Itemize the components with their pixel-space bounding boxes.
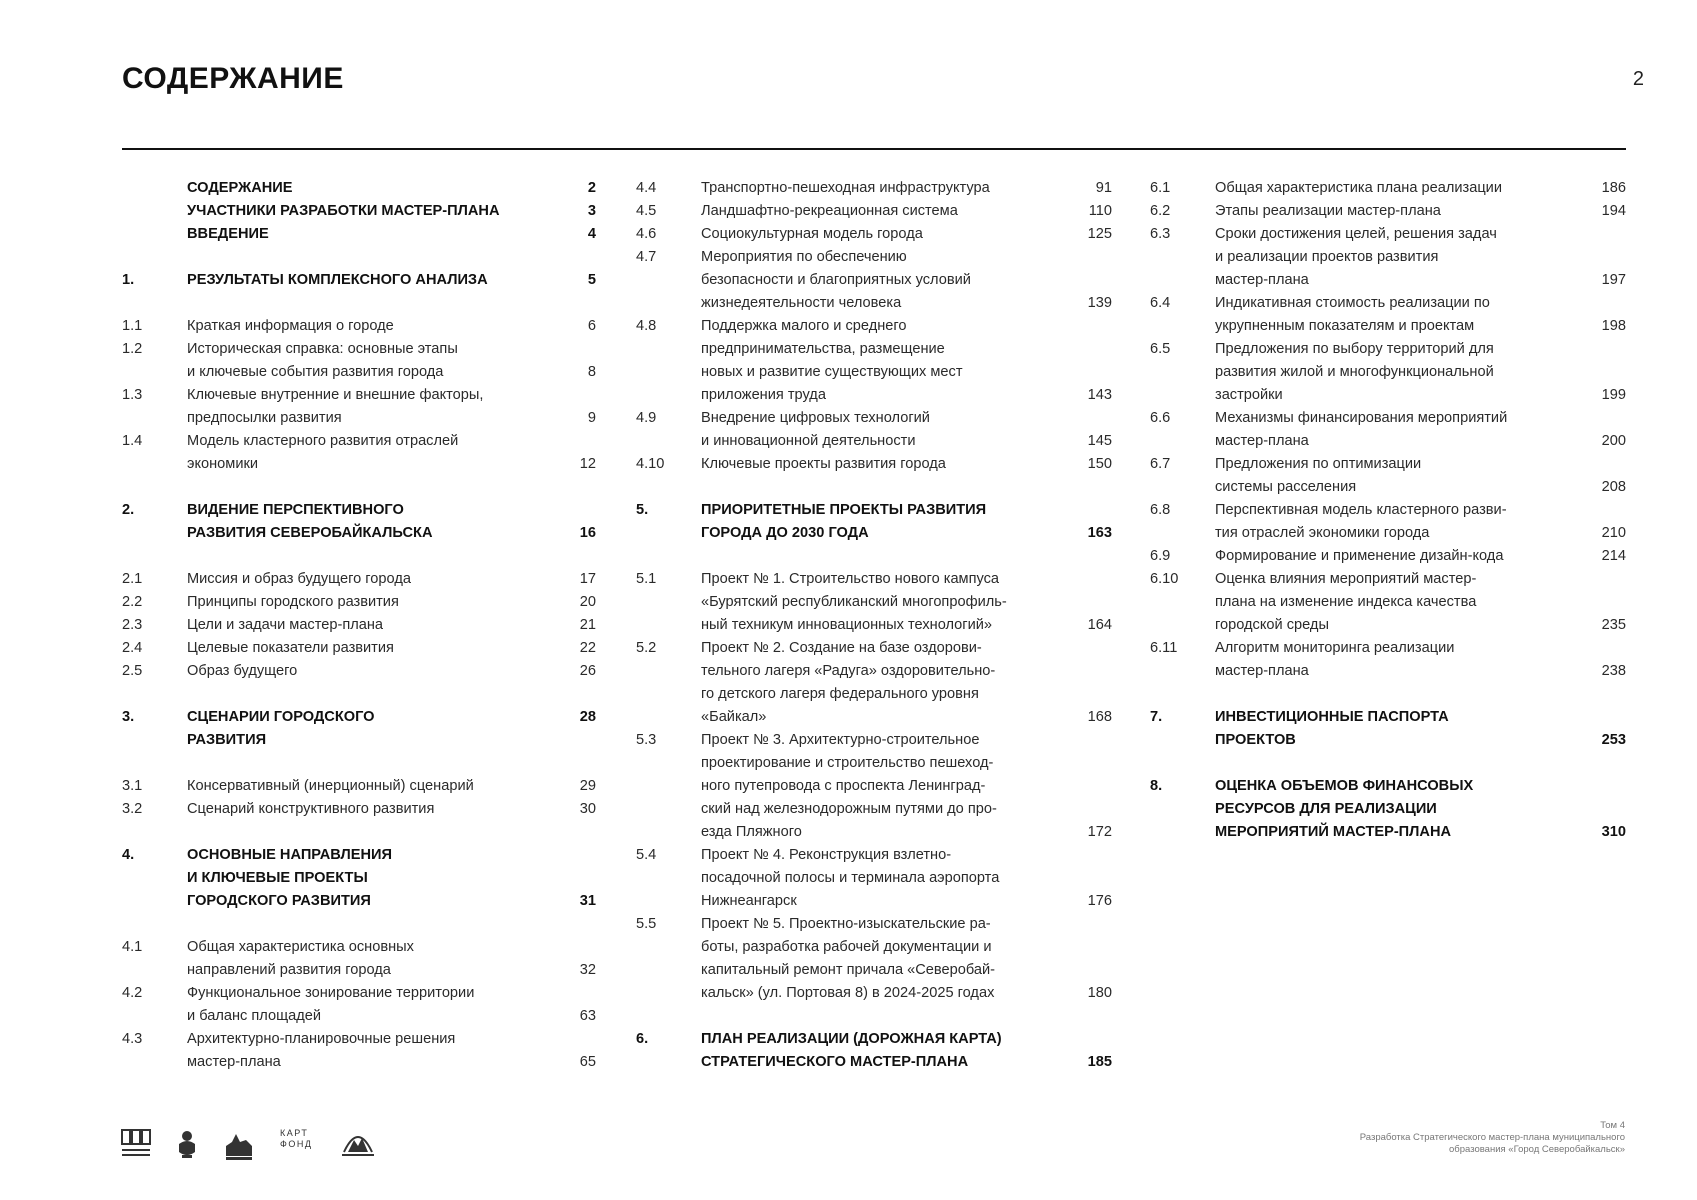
toc-entry-title: ОЦЕНКА ОБЪЕМОВ ФИНАНСОВЫХ — [1215, 778, 1474, 794]
toc-entry-title: «Байкал» — [701, 709, 767, 725]
toc-entry-title: мастер-плана — [1215, 272, 1309, 288]
toc-entry-page: 8 — [587, 364, 596, 380]
toc-entry[interactable] — [636, 177, 1112, 200]
toc-column-3 — [1150, 177, 1626, 867]
toc-entry[interactable] — [122, 430, 596, 476]
toc-entry-title: Проект № 5. Проектно-изыскательские ра- — [701, 916, 991, 932]
toc-entry-title: ВИДЕНИЕ ПЕРСПЕКТИВНОГО — [187, 502, 404, 518]
toc-entry-title: тельного лагеря «Радуга» оздоровительно- — [701, 663, 996, 679]
toc-entry-number: 2.1 — [122, 571, 143, 587]
page-title: СОДЕРЖАНИЕ — [122, 62, 344, 95]
toc-entry-page: 20 — [579, 594, 596, 610]
toc-entry-page: 185 — [1087, 1054, 1112, 1070]
toc-entry-title: тия отраслей экономики города — [1215, 525, 1430, 541]
toc-entry-number: 5.1 — [636, 571, 657, 587]
kart-fond-logo: КАРТ ФОНД — [280, 1128, 313, 1149]
toc-entry-title: Предложения по выбору территорий для — [1215, 341, 1494, 357]
toc-entry-number: 4.5 — [636, 203, 657, 219]
toc-entry-title: ГОРОДА ДО 2030 ГОДА — [701, 525, 869, 541]
toc-entry[interactable] — [122, 775, 596, 798]
toc-entry-title: экономики — [187, 456, 259, 472]
toc-entry-page: 163 — [1087, 525, 1112, 541]
toc-entry[interactable] — [122, 936, 596, 982]
toc-entry-page: 186 — [1601, 180, 1626, 196]
toc-entry-title: Оценка влияния мероприятий мастер- — [1215, 571, 1477, 587]
toc-entry-title: Мероприятия по обеспечению — [701, 249, 907, 265]
toc-entry-number: 3.1 — [122, 778, 143, 794]
toc-entry[interactable] — [636, 844, 1112, 913]
toc-entry-title: ГОРОДСКОГО РАЗВИТИЯ — [187, 893, 371, 909]
toc-entry-title: городской среды — [1215, 617, 1329, 633]
toc-entry[interactable] — [636, 453, 1112, 476]
toc-entry-number: 6.5 — [1150, 341, 1171, 357]
toc-entry-page: 30 — [579, 801, 596, 817]
toc-entry-number: 8. — [1150, 778, 1163, 794]
toc-entry-title: Нижнеангарск — [701, 893, 797, 909]
toc-entry-title: ПРИОРИТЕТНЫЕ ПРОЕКТЫ РАЗВИТИЯ — [701, 502, 987, 518]
toc-entry-page: 139 — [1087, 295, 1112, 311]
toc-entry-title: Этапы реализации мастер-плана — [1215, 203, 1441, 219]
toc-entry-title: Архитектурно-планировочные решения — [187, 1031, 456, 1047]
toc-entry-title: езда Пляжного — [701, 824, 802, 840]
toc-entry-page: 65 — [579, 1054, 596, 1070]
toc-entry-page: 17 — [579, 571, 596, 587]
toc-entry-page: 32 — [579, 962, 596, 978]
toc-entry-page: 110 — [1088, 203, 1112, 219]
toc-entry-number: 4.3 — [122, 1031, 143, 1047]
toc-entry[interactable] — [636, 729, 1112, 844]
toc-entry-number: 1.4 — [122, 433, 143, 449]
toc-entry-title: Консервативный (инерционный) сценарий — [187, 778, 474, 794]
toc-entry-number: 2.4 — [122, 640, 143, 656]
toc-entry-title: застройки — [1215, 387, 1283, 403]
toc-column-2 — [636, 177, 1112, 1097]
toc-entry-number: 7. — [1150, 709, 1163, 725]
toc-entry-title: Цели и задачи мастер-плана — [187, 617, 384, 633]
toc-entry-number: 1.2 — [122, 341, 143, 357]
toc-entry[interactable] — [1150, 338, 1626, 407]
toc-entry-page: 4 — [587, 226, 596, 242]
toc-entry-number: 5.3 — [636, 732, 657, 748]
toc-entry[interactable] — [636, 315, 1112, 407]
toc-entry[interactable] — [636, 1028, 1112, 1074]
toc-entry[interactable] — [1150, 223, 1626, 292]
landscape-logo-icon — [224, 1132, 254, 1165]
toc-entry-title: и реализации проектов развития — [1215, 249, 1439, 265]
toc-entry-title: Алгоритм мониторинга реализации — [1215, 640, 1455, 656]
toc-entry-number: 4.2 — [122, 985, 143, 1001]
toc-entry-page: 12 — [579, 456, 596, 472]
toc-entry-title: Функциональное зонирование территории — [187, 985, 475, 1001]
emblem-logo-icon — [176, 1128, 198, 1165]
toc-entry-title: ВВЕДЕНИЕ — [187, 226, 269, 242]
toc-entry-title: ИНВЕСТИЦИОННЫЕ ПАСПОРТА — [1215, 709, 1449, 725]
toc-entry-title: «Бурятский республиканский многопрофиль- — [701, 594, 1007, 610]
toc-entry-number: 6.8 — [1150, 502, 1171, 518]
toc-entry-number: 6.6 — [1150, 410, 1171, 426]
toc-entry-title: приложения труда — [701, 387, 826, 403]
toc-entry-title: предпосылки развития — [187, 410, 342, 426]
toc-entry-page: 198 — [1601, 318, 1626, 334]
toc-entry-number: 4.6 — [636, 226, 657, 242]
toc-entry[interactable] — [1150, 292, 1626, 338]
toc-entry-page: 63 — [579, 1008, 596, 1024]
toc-entry-page: 238 — [1601, 663, 1626, 679]
toc-entry-title: проектирование и строительство пешеход- — [701, 755, 994, 771]
toc-entry-title: го детского лагеря федерального уровня — [701, 686, 979, 702]
toc-entry-title: ПЛАН РЕАЛИЗАЦИИ (ДОРОЖНАЯ КАРТА) — [701, 1031, 1002, 1047]
toc-entry-number: 5.2 — [636, 640, 657, 656]
toc-entry[interactable] — [636, 223, 1112, 246]
toc-entry-number: 4.4 — [636, 180, 657, 196]
toc-entry-page: 200 — [1601, 433, 1626, 449]
toc-entry-page: 28 — [579, 709, 596, 725]
toc-entry-title: направлений развития города — [187, 962, 391, 978]
toc-entry-page: 91 — [1095, 180, 1112, 196]
toc-entry-page: 22 — [579, 640, 596, 656]
toc-entry-number: 6.7 — [1150, 456, 1171, 472]
toc-entry-page: 194 — [1601, 203, 1626, 219]
toc-entry[interactable] — [122, 499, 596, 545]
toc-entry[interactable] — [636, 246, 1112, 315]
toc-entry[interactable] — [122, 269, 596, 292]
toc-entry-page: 172 — [1087, 824, 1112, 840]
mountain-logo-icon — [340, 1126, 376, 1165]
toc-entry-title: капитальный ремонт причала «Северобай- — [701, 962, 996, 978]
toc-entry-title: Сценарий конструктивного развития — [187, 801, 435, 817]
footer-line: Разработка Стратегического мастер-плана муниципального — [1359, 1132, 1625, 1143]
toc-entry-title: МЕРОПРИЯТИЙ МАСТЕР-ПЛАНА — [1215, 824, 1452, 840]
toc-entry[interactable] — [122, 177, 596, 200]
toc-entry-title: и баланс площадей — [187, 1008, 321, 1024]
toc-entry-title: СОДЕРЖАНИЕ — [187, 180, 293, 196]
toc-entry-title: ский над железнодорожным путями до про- — [701, 801, 997, 817]
toc-entry-title: Проект № 4. Реконструкция взлетно- — [701, 847, 952, 863]
toc-entry-page: 235 — [1601, 617, 1626, 633]
toc-entry-title: ный техникум инновационных технологий» — [701, 617, 993, 633]
toc-entry-title: ПРОЕКТОВ — [1215, 732, 1296, 748]
toc-entry-title: посадочной полосы и терминала аэропорта — [701, 870, 1000, 886]
toc-entry-page: 168 — [1087, 709, 1112, 725]
toc-entry[interactable] — [1150, 775, 1626, 844]
toc-entry[interactable] — [122, 591, 596, 614]
toc-entry-title: Принципы городского развития — [187, 594, 399, 610]
toc-entry[interactable] — [1150, 545, 1626, 568]
toc-entry-page: 3 — [587, 203, 596, 219]
toc-entry-number: 3.2 — [122, 801, 143, 817]
toc-entry-title: Ландшафтно-рекреационная система — [701, 203, 958, 219]
toc-entry[interactable] — [122, 660, 596, 683]
toc-entry-title: предпринимательства, размещение — [701, 341, 945, 357]
toc-entry-number: 4.1 — [122, 939, 143, 955]
footer-line: образования «Город Северобайкальск» — [1449, 1144, 1625, 1155]
toc-entry-title: Ключевые проекты развития города — [701, 456, 946, 472]
toc-entry-page: 210 — [1601, 525, 1626, 541]
footer-line: Том 4 — [1600, 1120, 1625, 1131]
page-number: 2 — [1632, 68, 1644, 90]
toc-entry[interactable] — [122, 637, 596, 660]
toc-entry[interactable] — [1150, 568, 1626, 637]
toc-entry-number: 6.3 — [1150, 226, 1171, 242]
toc-entry-title: И КЛЮЧЕВЫЕ ПРОЕКТЫ — [187, 870, 368, 886]
toc-entry-title: Образ будущего — [187, 663, 298, 679]
toc-entry-page: 180 — [1087, 985, 1112, 1001]
toc-entry-number: 4. — [122, 847, 135, 863]
toc-entry-title: СЦЕНАРИИ ГОРОДСКОГО — [187, 709, 375, 725]
toc-entry-title: Предложения по оптимизации — [1215, 456, 1422, 472]
toc-entry-title: РАЗВИТИЯ — [187, 732, 267, 748]
toc-entry-title: Перспективная модель кластерного разви- — [1215, 502, 1507, 518]
footer-caption — [1205, 1120, 1625, 1156]
toc-entry-title: Механизмы финансирования мероприятий — [1215, 410, 1508, 426]
toc-entry-number: 6.2 — [1150, 203, 1171, 219]
toc-entry[interactable] — [1150, 200, 1626, 223]
toc-entry-title: кальск» (ул. Портовая 8) в 2024-2025 годах — [701, 985, 995, 1001]
toc-entry-title: Проект № 2. Создание на базе оздорови- — [701, 640, 982, 656]
toc-entry-page: 6 — [587, 318, 596, 334]
toc-entry-title: РЕСУРСОВ ДЛЯ РЕАЛИЗАЦИИ — [1215, 801, 1437, 817]
toc-entry-title: Проект № 1. Строительство нового кампуса — [701, 571, 1000, 587]
toc-entry-title: Общая характеристика плана реализации — [1215, 180, 1502, 196]
toc-entry-number: 2.5 — [122, 663, 143, 679]
toc-entry-number: 3. — [122, 709, 135, 725]
toc-entry-page: 5 — [587, 272, 596, 288]
toc-entry-title: мастер-плана — [1215, 433, 1309, 449]
toc-entry-title: УЧАСТНИКИ РАЗРАБОТКИ МАСТЕР-ПЛАНА — [187, 203, 500, 219]
toc-entry-number: 1. — [122, 272, 135, 288]
toc-entry-page: 16 — [579, 525, 596, 541]
toc-entry-title: мастер-плана — [187, 1054, 281, 1070]
toc-entry[interactable] — [122, 982, 596, 1028]
toc-entry[interactable] — [636, 407, 1112, 453]
toc-entry-title: РАЗВИТИЯ СЕВЕРОБАЙКАЛЬСКА — [187, 525, 433, 541]
toc-entry[interactable] — [122, 223, 596, 246]
toc-entry-title: Целевые показатели развития — [187, 640, 394, 656]
toc-entry-page: 26 — [579, 663, 596, 679]
toc-entry-page: 253 — [1601, 732, 1626, 748]
toc-entry-title: Проект № 3. Архитектурно-строительное — [701, 732, 980, 748]
toc-entry-title: Модель кластерного развития отраслей — [187, 433, 459, 449]
toc-entry-title: Транспортно-пешеходная инфраструктура — [701, 180, 990, 196]
toc-entry-number: 4.9 — [636, 410, 657, 426]
toc-entry[interactable] — [1150, 177, 1626, 200]
toc-entry-title: системы расселения — [1215, 479, 1357, 495]
toc-entry-page: 197 — [1601, 272, 1626, 288]
dom-logo-icon — [120, 1128, 152, 1163]
toc-column-1 — [122, 177, 596, 1074]
toc-entry[interactable] — [1150, 407, 1626, 453]
toc-entry-title: и ключевые события развития города — [187, 364, 444, 380]
toc-entry-page: 164 — [1087, 617, 1112, 633]
toc-entry[interactable] — [636, 568, 1112, 637]
toc-entry-page: 199 — [1601, 387, 1626, 403]
toc-entry[interactable] — [122, 706, 596, 752]
toc-entry-title: Поддержка малого и среднего — [701, 318, 907, 334]
toc-entry-number: 6. — [636, 1031, 649, 1047]
header-divider — [122, 148, 1626, 150]
toc-entry-number: 6.10 — [1150, 571, 1179, 587]
toc-entry-page: 31 — [579, 893, 596, 909]
toc-entry[interactable] — [122, 200, 596, 223]
toc-entry-page: 214 — [1601, 548, 1626, 564]
toc-entry-page: 145 — [1087, 433, 1112, 449]
toc-entry-page: 125 — [1087, 226, 1112, 242]
toc-entry[interactable] — [122, 614, 596, 637]
toc-entry-number: 4.8 — [636, 318, 657, 334]
toc-entry-number: 1.3 — [122, 387, 143, 403]
toc-entry-title: Краткая информация о городе — [187, 318, 394, 334]
toc-entry[interactable] — [636, 200, 1112, 223]
toc-entry[interactable] — [122, 384, 596, 430]
toc-entry-page: 29 — [579, 778, 596, 794]
toc-entry[interactable] — [1150, 499, 1626, 545]
toc-entry-number: 2.3 — [122, 617, 143, 633]
toc-entry-title: РЕЗУЛЬТАТЫ КОМПЛЕКСНОГО АНАЛИЗА — [187, 272, 488, 288]
toc-entry[interactable] — [122, 568, 596, 591]
toc-entry[interactable] — [122, 844, 596, 913]
toc-entry-number: 5.5 — [636, 916, 657, 932]
toc-entry-number: 6.1 — [1150, 180, 1171, 196]
toc-entry[interactable] — [1150, 637, 1626, 683]
toc-entry-page: 21 — [579, 617, 596, 633]
toc-entry-title: безопасности и благоприятных условий — [701, 272, 971, 288]
toc-entry-number: 6.4 — [1150, 295, 1171, 311]
toc-entry-title: Историческая справка: основные этапы — [187, 341, 458, 357]
toc-entry-title: развития жилой и многофункциональной — [1215, 364, 1494, 380]
toc-entry-title: ОСНОВНЫЕ НАПРАВЛЕНИЯ — [187, 847, 392, 863]
toc-entry[interactable] — [122, 798, 596, 821]
toc-entry-number: 6.11 — [1150, 640, 1178, 656]
toc-entry-page: 150 — [1087, 456, 1112, 472]
toc-entry[interactable] — [636, 913, 1112, 1005]
toc-entry-number: 6.9 — [1150, 548, 1171, 564]
toc-entry-title: Социокультурная модель города — [701, 226, 923, 242]
toc-entry-number: 4.10 — [636, 456, 665, 472]
toc-entry-title: боты, разработка рабочей документации и — [701, 939, 992, 955]
toc-entry-title: и инновационной деятельности — [701, 433, 916, 449]
toc-entry-number: 5.4 — [636, 847, 657, 863]
toc-entry-title: плана на изменение индекса качества — [1215, 594, 1477, 610]
toc-entry-number: 1.1 — [122, 318, 143, 334]
toc-entry-page: 143 — [1087, 387, 1112, 403]
toc-entry-title: укрупненным показателям и проектам — [1215, 318, 1475, 334]
toc-entry-title: Внедрение цифровых технологий — [701, 410, 930, 426]
toc-entry-number: 2.2 — [122, 594, 143, 610]
toc-entry-title: жизнедеятельности человека — [701, 295, 902, 311]
toc-entry-title: Ключевые внутренние и внешние факторы, — [187, 387, 484, 403]
toc-entry-number: 5. — [636, 502, 649, 518]
toc-entry-title: новых и развитие существующих мест — [701, 364, 963, 380]
toc-entry-title: Общая характеристика основных — [187, 939, 414, 955]
toc-entry[interactable] — [122, 1028, 596, 1074]
toc-entry-title: Индикативная стоимость реализации по — [1215, 295, 1490, 311]
toc-entry[interactable] — [636, 637, 1112, 729]
toc-entry-number: 2. — [122, 502, 135, 518]
toc-entry-title: СТРАТЕГИЧЕСКОГО МАСТЕР-ПЛАНА — [701, 1054, 969, 1070]
toc-entry-title: ного путепровода с проспекта Ленинград- — [701, 778, 986, 794]
toc-entry-title: Миссия и образ будущего города — [187, 571, 411, 587]
toc-entry-title: Сроки достижения целей, решения задач — [1215, 226, 1497, 242]
toc-entry[interactable] — [122, 338, 596, 384]
toc-entry[interactable] — [122, 315, 596, 338]
toc-entry-page: 310 — [1601, 824, 1626, 840]
toc-entry[interactable] — [636, 499, 1112, 545]
toc-entry-page: 176 — [1087, 893, 1112, 909]
toc-entry-page: 9 — [587, 410, 596, 426]
toc-entry-page: 208 — [1601, 479, 1626, 495]
toc-entry[interactable] — [1150, 453, 1626, 499]
toc-entry-number: 4.7 — [636, 249, 657, 265]
toc-entry[interactable] — [1150, 706, 1626, 752]
toc-entry-title: Формирование и применение дизайн-кода — [1215, 548, 1504, 564]
toc-entry-page: 2 — [587, 180, 596, 196]
toc-entry-title: мастер-плана — [1215, 663, 1309, 679]
